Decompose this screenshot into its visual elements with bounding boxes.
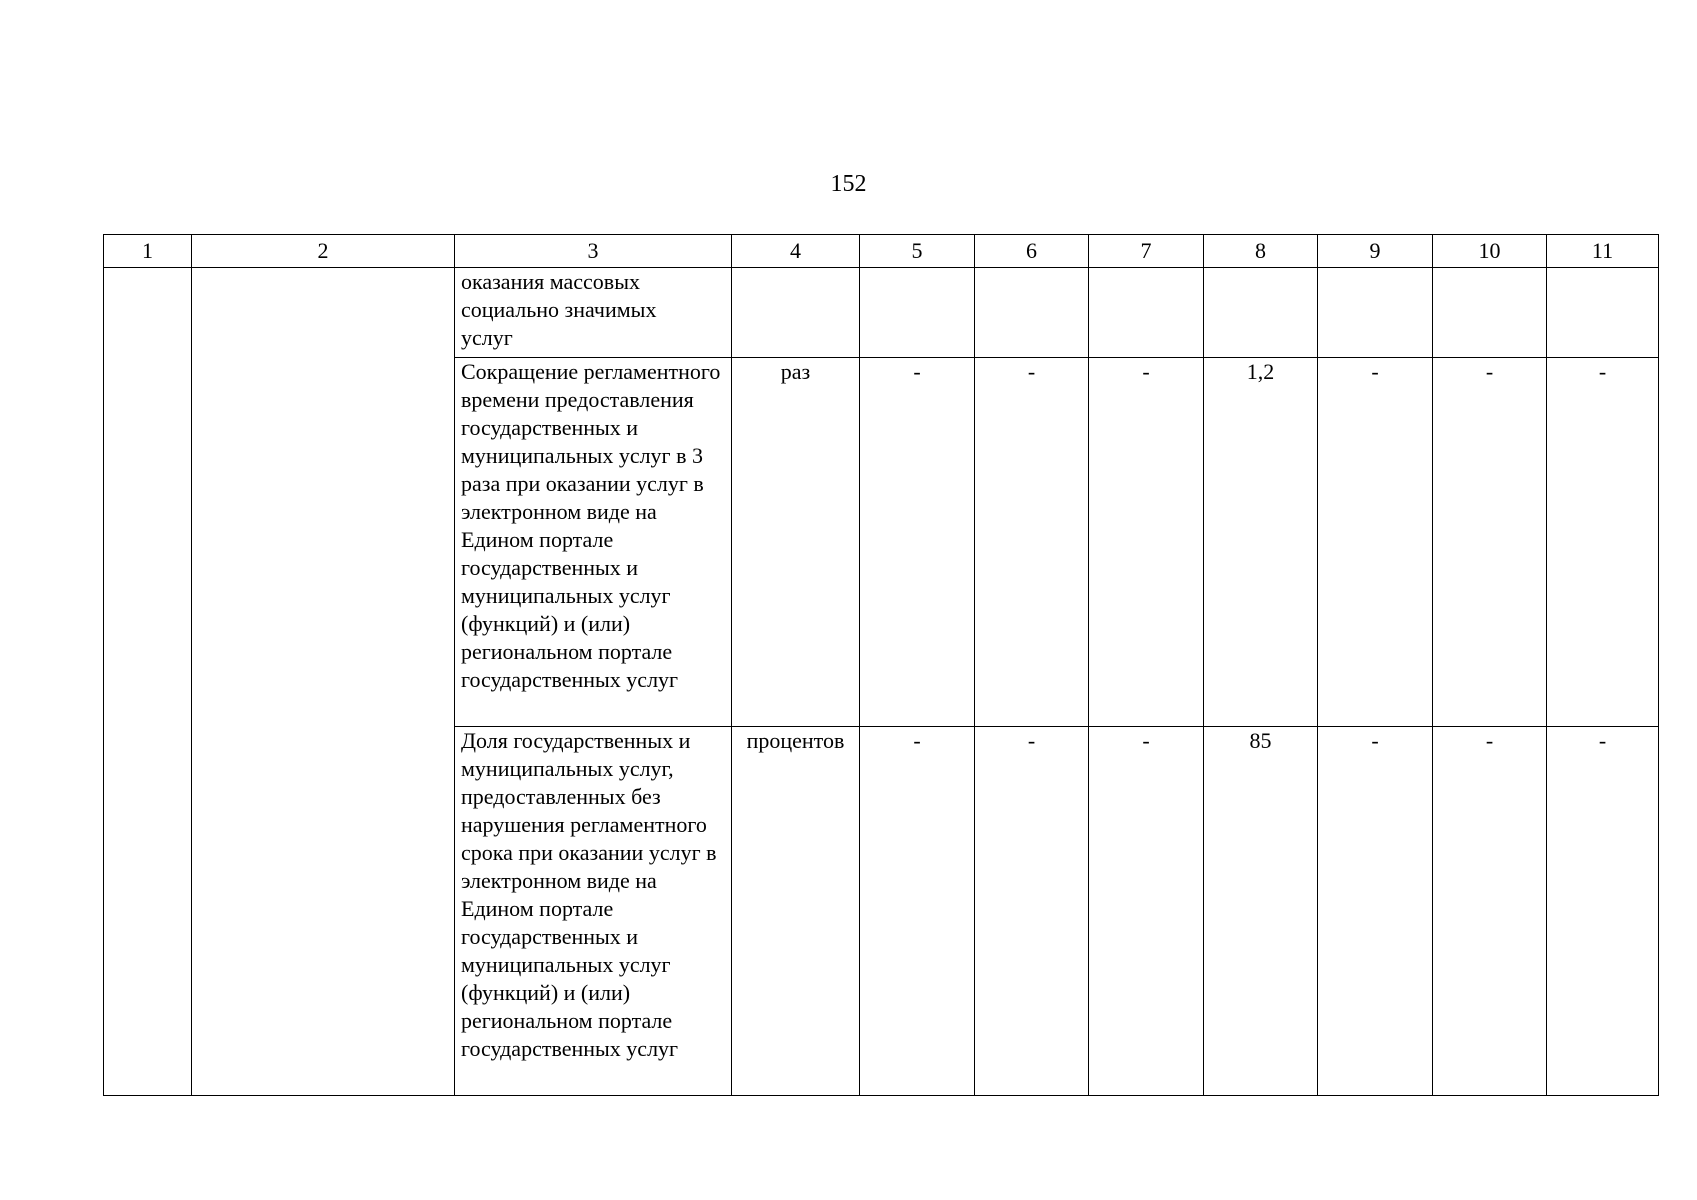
column-header-11: 11	[1547, 235, 1659, 268]
value-col9: -	[1318, 727, 1433, 1096]
column-header-8: 8	[1204, 235, 1318, 268]
indicator-unit	[732, 268, 860, 358]
value-col9	[1318, 268, 1433, 358]
value-col11	[1547, 268, 1659, 358]
value-col6	[975, 268, 1089, 358]
indicator-description: Доля государственных и муниципальных услуг, предоставленных без нарушения регламентного срока при оказании услуг в электронном виде на Едином портале государственных и муниципальных услуг (функций) и (или) региональном портале государственных услуг	[455, 727, 732, 1096]
value-col11: -	[1547, 727, 1659, 1096]
indicator-unit: раз	[732, 358, 860, 727]
value-col8: 85	[1204, 727, 1318, 1096]
value-col7: -	[1089, 727, 1204, 1096]
column-header-9: 9	[1318, 235, 1433, 268]
column-header-1: 1	[104, 235, 192, 268]
column-header-10: 10	[1433, 235, 1547, 268]
value-col7	[1089, 268, 1204, 358]
column-header-7: 7	[1089, 235, 1204, 268]
value-col5: -	[860, 358, 975, 727]
value-col11: -	[1547, 358, 1659, 727]
value-col10: -	[1433, 358, 1547, 727]
value-col10	[1433, 268, 1547, 358]
value-col5: -	[860, 727, 975, 1096]
indicator-description: оказания массовых социально значимых услуг	[455, 268, 732, 358]
header-row	[104, 235, 1659, 268]
indicator-description: Сокращение регламентного времени предоставления государственных и муниципальных услуг в 3 раза при оказании услуг в электронном виде на Едином портале государственных и муниципальных услуг (функций) и (или) региональном портале государственных услуг	[455, 358, 732, 727]
value-col6: -	[975, 358, 1089, 727]
column-header-4: 4	[732, 235, 860, 268]
column-header-3: 3	[455, 235, 732, 268]
column-header-2: 2	[192, 235, 455, 268]
value-col8: 1,2	[1204, 358, 1318, 727]
page-number: 152	[830, 171, 867, 197]
value-col6: -	[975, 727, 1089, 1096]
column-header-6: 6	[975, 235, 1089, 268]
column-header-5: 5	[860, 235, 975, 268]
value-col7: -	[1089, 358, 1204, 727]
cell-col2-empty	[192, 268, 455, 1096]
indicators-table	[103, 234, 1659, 1096]
table-row	[104, 268, 1659, 358]
value-col5	[860, 268, 975, 358]
value-col9: -	[1318, 358, 1433, 727]
value-col8	[1204, 268, 1318, 358]
cell-col1-empty	[104, 268, 192, 1096]
value-col10: -	[1433, 727, 1547, 1096]
indicator-unit: процентов	[732, 727, 860, 1096]
